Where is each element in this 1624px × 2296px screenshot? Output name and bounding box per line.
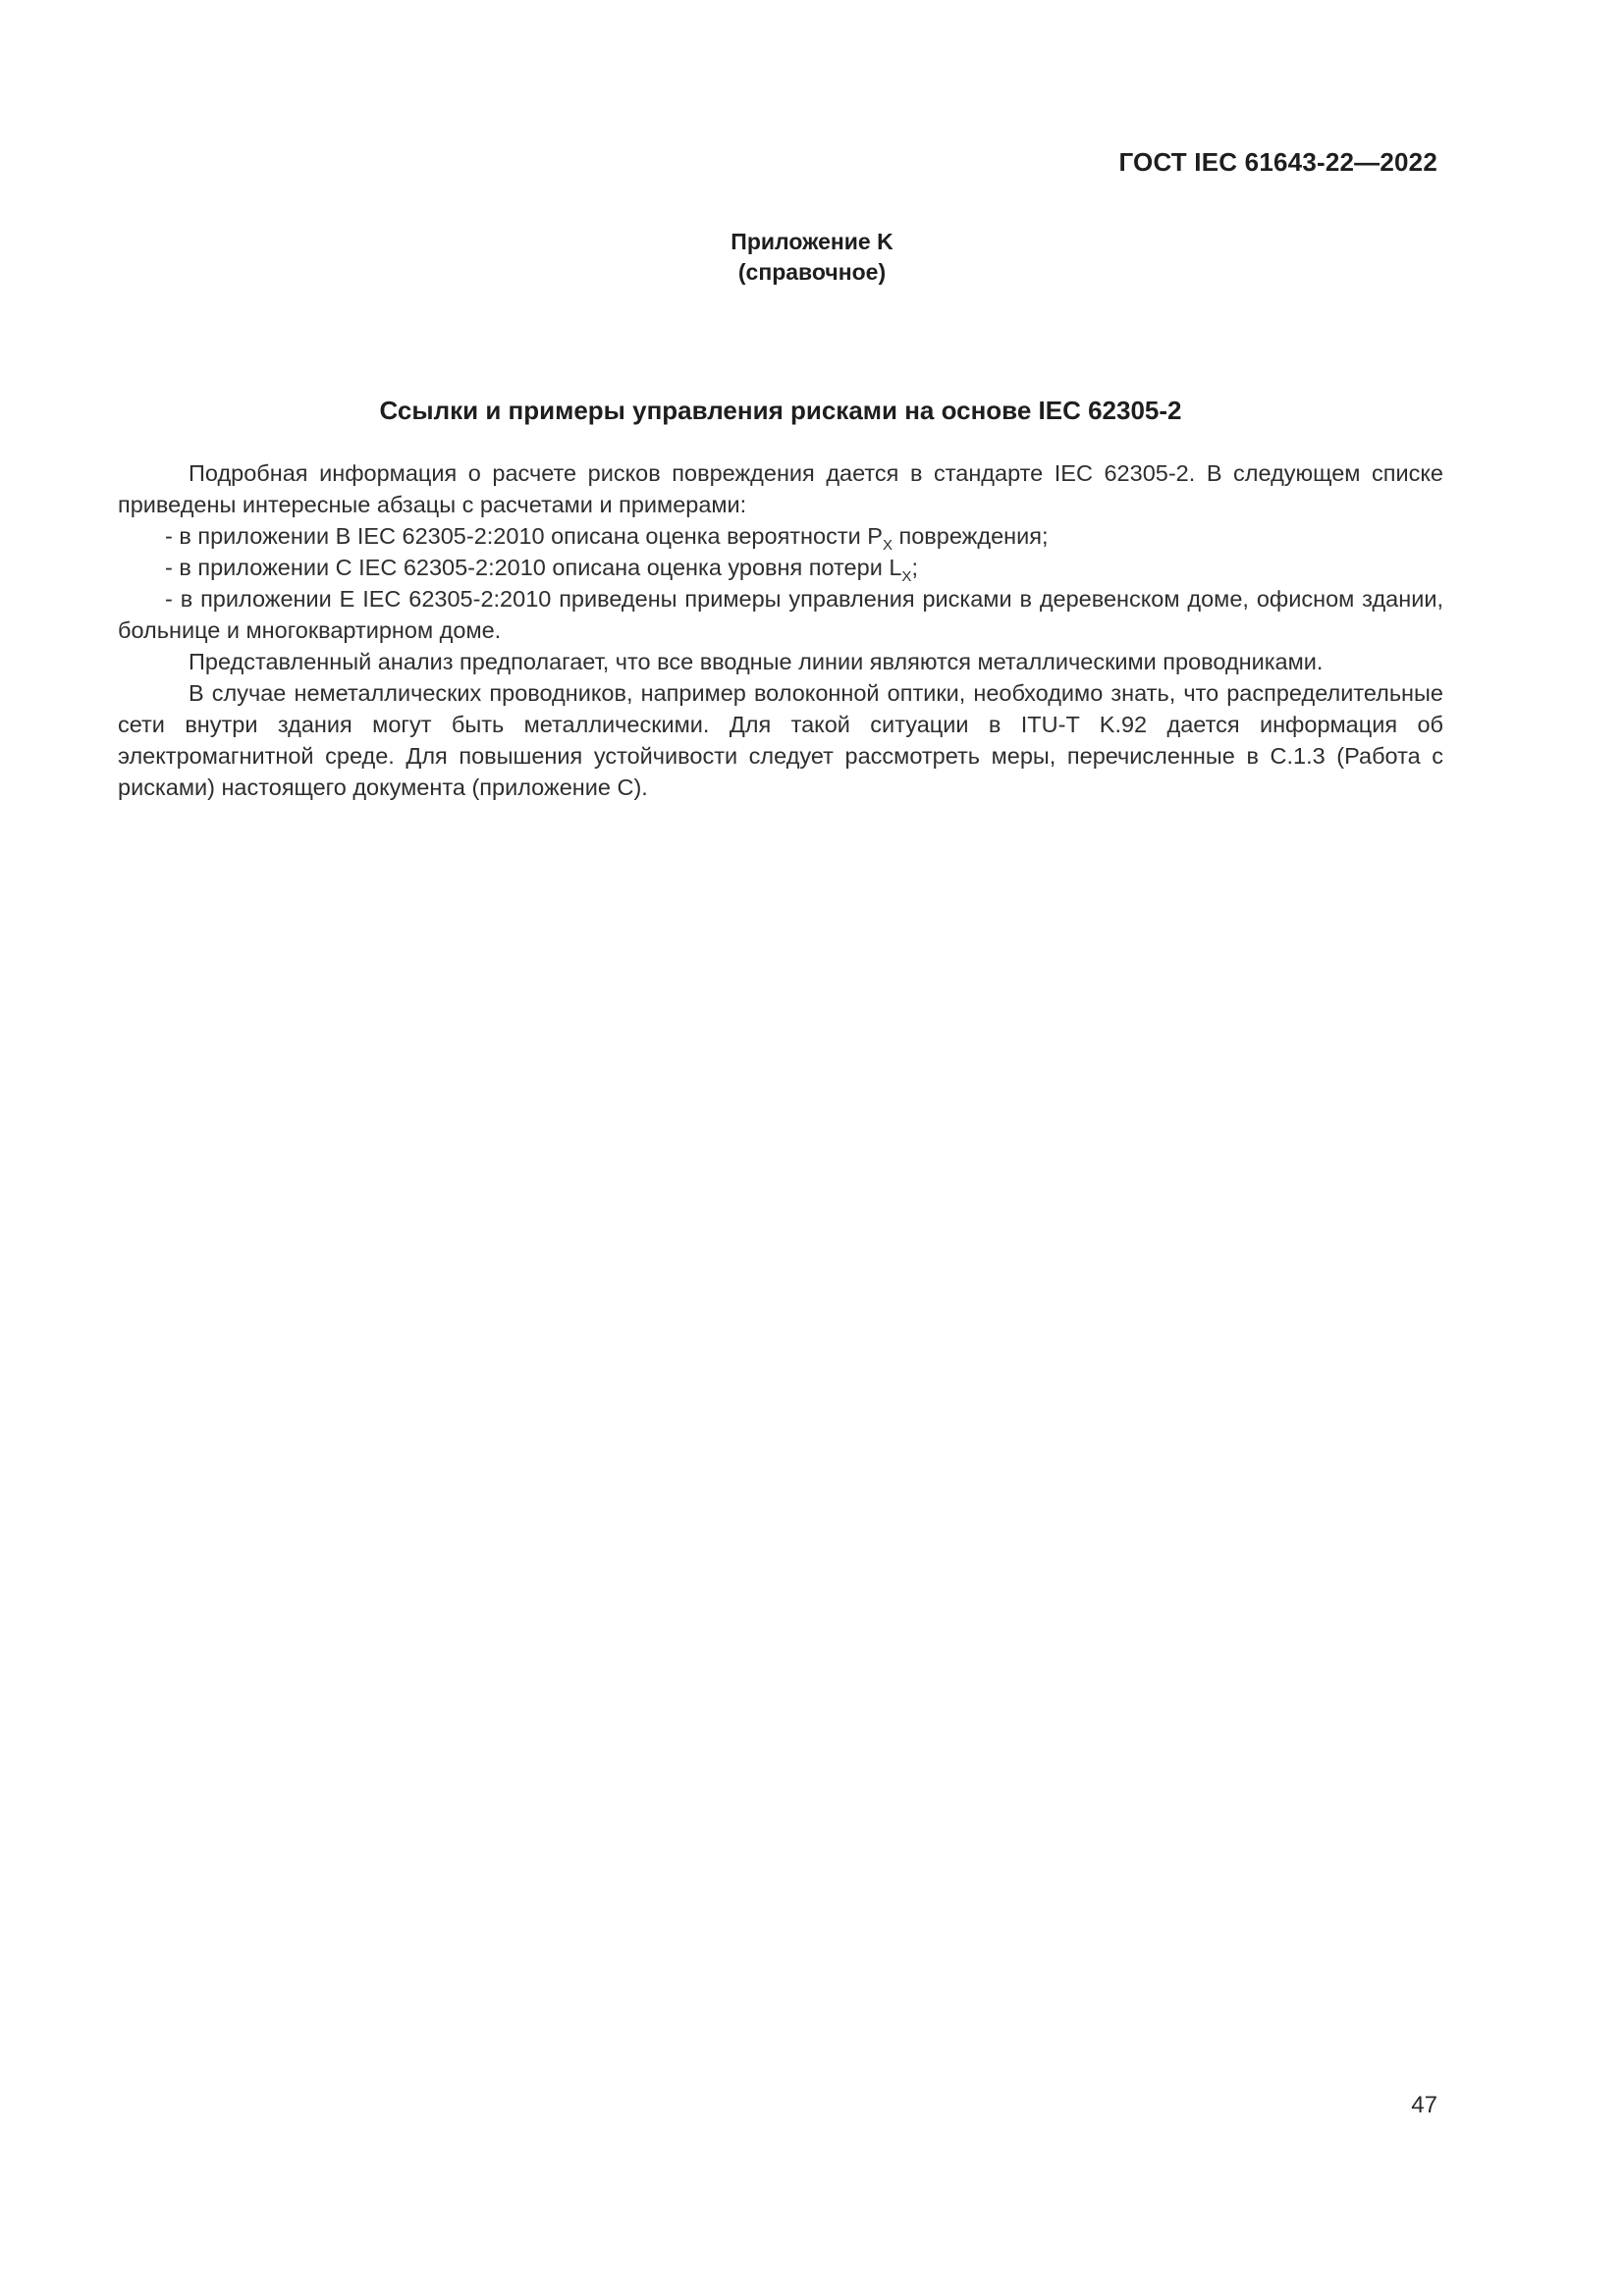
- appendix-title: Приложение K: [731, 229, 893, 254]
- appendix-status: (справочное): [737, 259, 887, 285]
- list-item-annex-e: - в приложении E IEC 62305-2:2010 приведены примеры управления рисками в деревенском доме, офисном здании, больнице и многоквартирном доме.: [118, 586, 1443, 643]
- analysis-paragraph: Представленный анализ предполагает, что все вводные линии являются металлическими проводниками.: [189, 649, 1324, 674]
- list-item-text: ;: [911, 555, 918, 580]
- non-metallic-paragraph: В случае неметаллических проводников, например волоконной оптики, необходимо знать, что распределительные сети внутри здания могут быть металлическими. Для такой ситуации в ITU-T K.92 дается информация об электромагнитной среде. Для повышения устойчивости следует рассмотреть меры, перечисленные в C.1.3 (Работа с рисками) настоящего документа (приложение C).: [118, 680, 1443, 800]
- intro-paragraph: Подробная информация о расчете рисков повреждения дается в стандарте IEC 62305-2. В следующем списке приведены интересные абзацы с расчетами и примерами:: [118, 460, 1443, 517]
- list-item-annex-c: [118, 552, 1443, 583]
- document-standard-number: ГОСТ IEC 61643-22—2022: [1118, 147, 1437, 177]
- appendix-heading: [0, 227, 1624, 288]
- list-item-text: - в приложении C IEC 62305-2:2010 описана оценка уровня потери L: [165, 555, 902, 580]
- list-item-annex-b: [118, 520, 1443, 552]
- body-text: [118, 457, 1443, 803]
- page-number: 47: [1411, 2092, 1437, 2118]
- list-item-text: повреждения;: [892, 523, 1049, 549]
- list-item-text: - в приложении B IEC 62305-2:2010 описана оценка вероятности P: [165, 523, 883, 549]
- subscript: X: [901, 568, 912, 585]
- section-title: Ссылки и примеры управления рисками на основе IEC 62305-2: [379, 396, 1182, 425]
- subscript: X: [882, 537, 893, 554]
